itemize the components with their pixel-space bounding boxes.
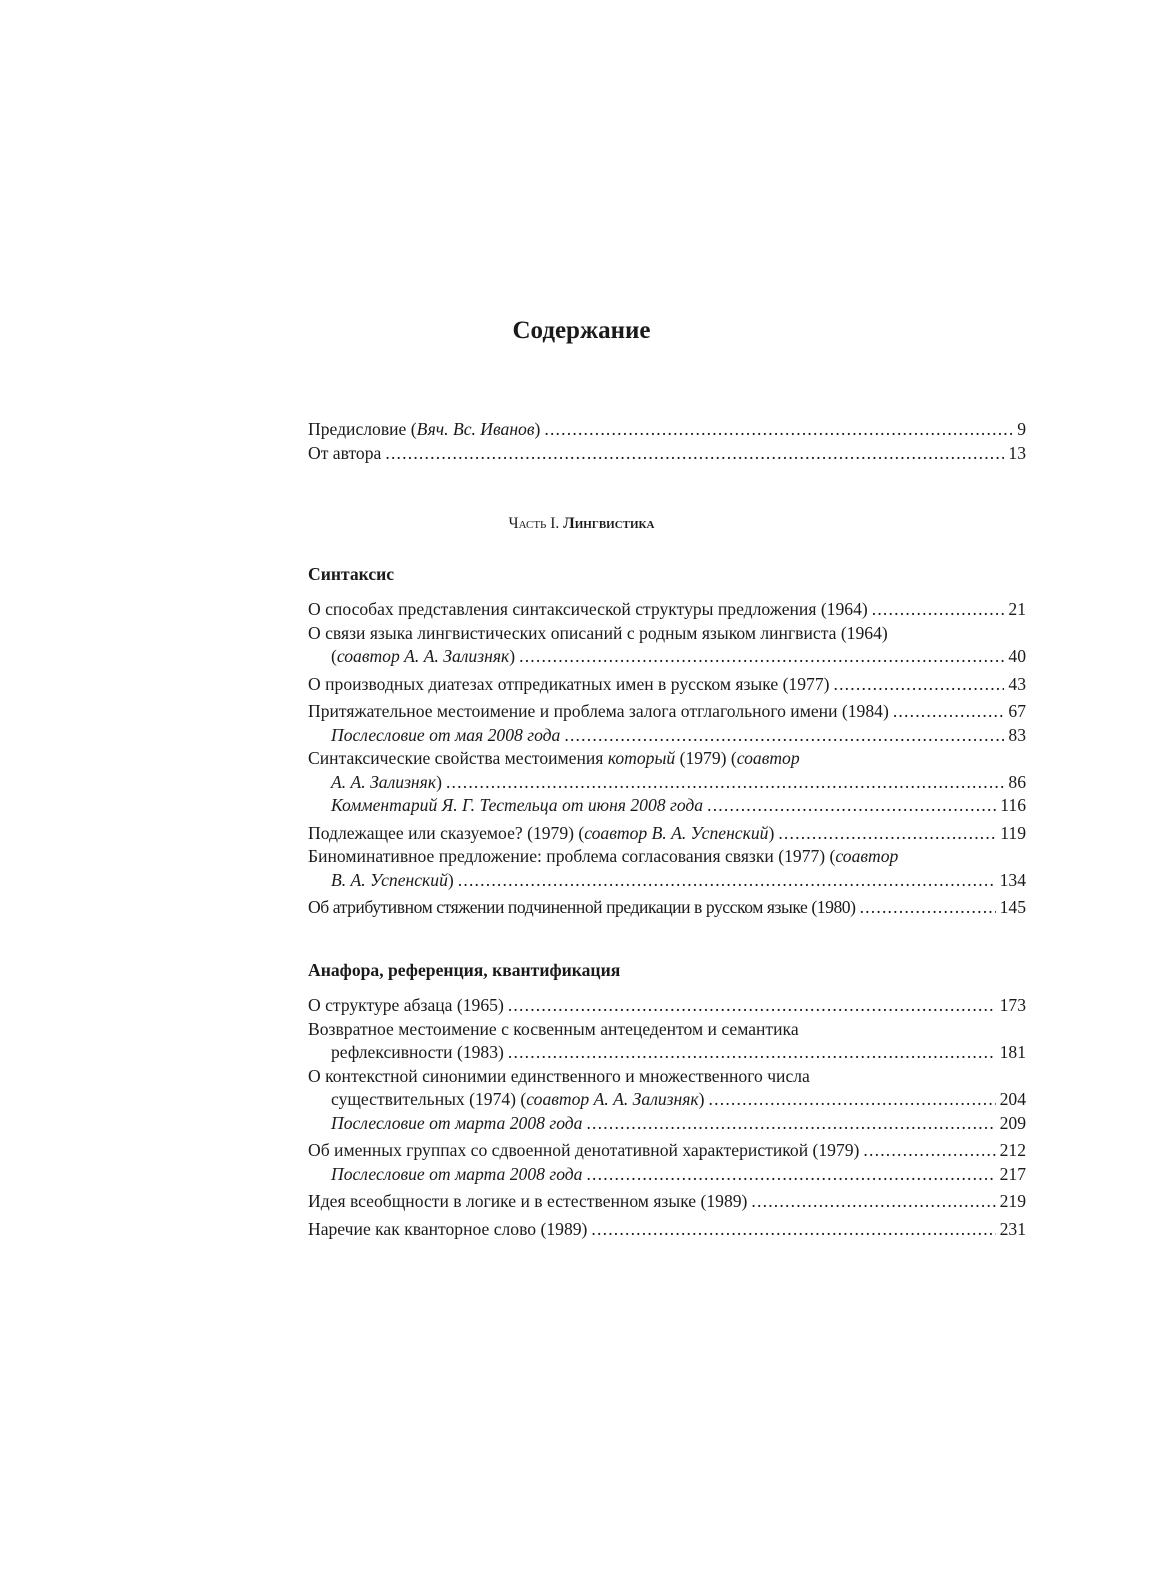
dot-leader — [508, 994, 996, 1018]
dot-leader — [586, 1112, 995, 1136]
toc-entry-preface[interactable] — [308, 418, 1026, 442]
toc-entry-title: Об именных группах со сдвоенной денотативной характеристикой (1979) — [308, 1140, 860, 1160]
toc-page-number: 173 — [999, 995, 1026, 1015]
toc-entry[interactable] — [308, 822, 1026, 846]
toc-page-number: 83 — [1008, 724, 1026, 745]
dot-leader — [863, 1139, 995, 1163]
toc-entry-title: Комментарий Я. Г. Тестельца от июня 2008 года — [331, 795, 704, 815]
toc-entry-line1[interactable]: Биноминативное предложение: проблема согласования связки (1977) (соавтор — [308, 846, 899, 866]
toc-page-number: 217 — [999, 1163, 1026, 1184]
toc-entry-line2[interactable] — [308, 1088, 1026, 1112]
toc-page-number: 209 — [999, 1112, 1026, 1133]
dot-leader — [446, 771, 1004, 795]
toc-page-number: 21 — [1008, 599, 1026, 619]
dot-leader — [544, 418, 1013, 442]
toc-entry-from-author[interactable] — [308, 442, 1026, 466]
dot-leader — [872, 598, 1005, 622]
toc-entry[interactable] — [308, 994, 1026, 1018]
toc-page-number: 212 — [999, 1140, 1026, 1160]
dot-leader — [860, 896, 996, 920]
dot-leader — [707, 794, 996, 818]
toc-entry[interactable] — [308, 1218, 1026, 1242]
toc-entry-title: существительных (1974) (соавтор А. А. Зализняк) — [331, 1089, 705, 1109]
toc-entry[interactable] — [308, 1190, 1026, 1214]
toc-entry-title: Наречие как кванторное слово (1989) — [308, 1218, 588, 1239]
page-title: Содержание — [512, 317, 651, 344]
toc-entry-title: Об атрибутивном стяжении подчиненной предикации в русском языке (1980) — [308, 897, 856, 917]
toc-page-number: 219 — [999, 1191, 1026, 1211]
toc-page-number: 86 — [1008, 771, 1026, 792]
toc-subentry[interactable] — [308, 794, 1026, 818]
toc-subentry[interactable] — [308, 1163, 1026, 1187]
dot-leader — [591, 1218, 995, 1242]
toc-entry-title: (соавтор А. А. Зализняк) — [331, 646, 516, 666]
toc-page-number: 134 — [999, 869, 1026, 890]
toc-entry[interactable] — [308, 896, 1026, 920]
toc-entry-title: От автора — [308, 442, 382, 463]
toc-page-number: 119 — [1000, 822, 1026, 843]
dot-leader — [458, 869, 996, 893]
toc-page-number: 231 — [999, 1218, 1026, 1239]
toc-entry-title: Идея всеобщности в логике и в естественном языке (1989) — [308, 1191, 748, 1211]
dot-leader — [833, 673, 1004, 697]
toc-page-number: 116 — [1000, 795, 1026, 815]
toc-page-number: 67 — [1008, 701, 1026, 721]
toc-entry[interactable] — [308, 673, 1026, 697]
front-matter-list — [308, 418, 1026, 465]
part-prefix: Часть I. — [508, 515, 560, 532]
toc-page-number: 9 — [1017, 419, 1026, 439]
section-syntax-list — [308, 598, 1026, 920]
dot-leader — [519, 645, 1004, 669]
section-heading-syntax: Синтаксис — [308, 564, 395, 584]
toc-entry[interactable] — [308, 1139, 1026, 1163]
toc-page-number: 43 — [1008, 673, 1026, 694]
part-name: Лингвистика — [563, 515, 655, 532]
toc-page-number: 145 — [999, 897, 1026, 917]
toc-entry-title: Послесловие от марта 2008 года — [331, 1163, 583, 1184]
toc-entry-title: рефлексивности (1983) — [331, 1042, 504, 1062]
dot-leader — [893, 700, 1005, 724]
toc-entry-title: О структуре абзаца (1965) — [308, 995, 504, 1015]
dot-leader — [586, 1163, 995, 1187]
dot-leader — [778, 822, 996, 846]
toc-entry-title: О производных диатезах отпредикатных имен в русском языке (1977) — [308, 673, 830, 694]
toc-entry-title: В. А. Успенский) — [331, 869, 454, 890]
toc-entry-title: Притяжательное местоимение и проблема залога отглагольного имени (1984) — [308, 701, 889, 721]
part-heading — [0, 514, 1163, 534]
dot-leader — [564, 724, 1004, 748]
toc-entry-title: О способах представления синтаксической структуры предложения (1964) — [308, 599, 868, 619]
toc-page-number: 181 — [999, 1042, 1026, 1062]
toc-subentry[interactable] — [308, 1112, 1026, 1136]
toc-subentry[interactable] — [308, 724, 1026, 748]
toc-entry-line2[interactable] — [308, 771, 1026, 795]
toc-entry-line2[interactable] — [308, 645, 1026, 669]
toc-page-number: 40 — [1008, 646, 1026, 666]
toc-page-number: 204 — [999, 1089, 1026, 1109]
toc-entry-line2[interactable] — [308, 1041, 1026, 1065]
toc-entry[interactable] — [308, 700, 1026, 724]
toc-entry-title: Подлежащее или сказуемое? (1979) (соавтор В. А. Успенский) — [308, 822, 775, 843]
dot-leader — [709, 1088, 996, 1112]
toc-entry-line1[interactable]: О контекстной синонимии единственного и множественного числа — [308, 1065, 810, 1086]
dot-leader — [508, 1041, 996, 1065]
dot-leader — [385, 442, 1004, 466]
section-anaphora-list — [308, 994, 1026, 1241]
section-heading-anaphora: Анафора, референция, квантификация — [308, 960, 621, 980]
toc-entry-line1[interactable]: О связи языка лингвистических описаний с родным языком лингвиста (1964) — [308, 622, 888, 643]
toc-page-number: 13 — [1008, 442, 1026, 463]
toc-entry-line2[interactable] — [308, 869, 1026, 893]
toc-entry-title: Послесловие от марта 2008 года — [331, 1112, 583, 1133]
toc-entry-line1[interactable]: Синтаксические свойства местоимения который (1979) (соавтор — [308, 748, 800, 768]
toc-entry-title: Предисловие (Вяч. Вс. Иванов) — [308, 419, 541, 439]
dot-leader — [751, 1190, 995, 1214]
toc-entry[interactable] — [308, 598, 1026, 622]
toc-entry-line1[interactable]: Возвратное местоимение с косвенным антецедентом и семантика — [308, 1018, 799, 1039]
toc-entry-title: А. А. Зализняк) — [331, 771, 442, 792]
toc-entry-title: Послесловие от мая 2008 года — [331, 724, 561, 745]
